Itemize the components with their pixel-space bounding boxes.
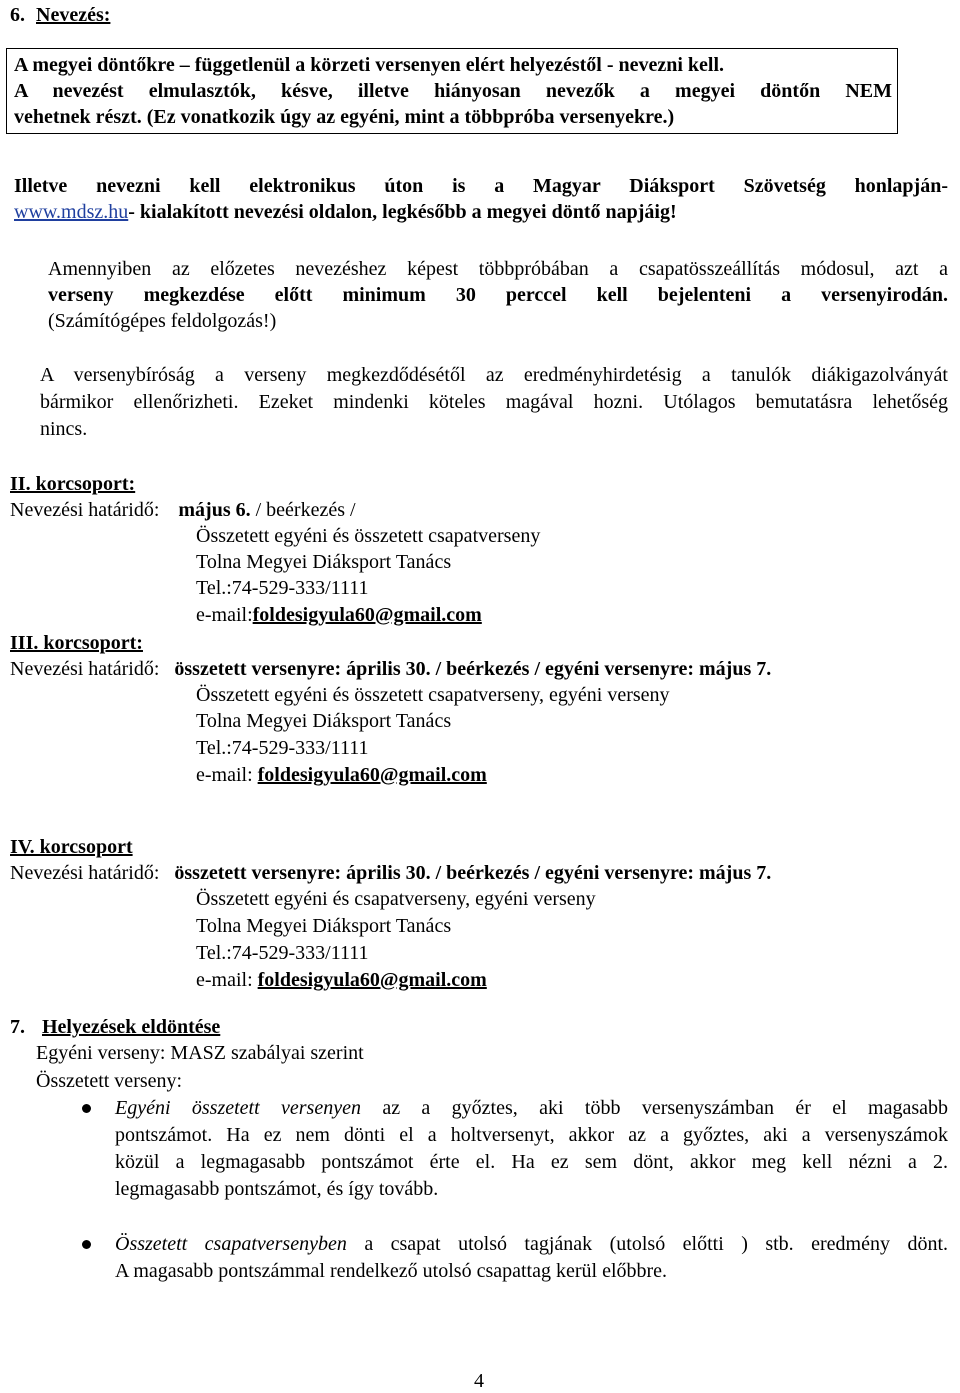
individual-rule: Egyéni verseny: MASZ szabályai szerint	[36, 1042, 364, 1064]
group-3-title: III. korcsoport:	[10, 632, 143, 654]
section-title: Helyezések eldöntése	[42, 1016, 221, 1038]
section-7-heading	[10, 1014, 220, 1040]
group-4-title: IV. korcsoport	[10, 836, 133, 858]
electronic-entry-line-2	[14, 199, 677, 225]
group-4-deadline	[10, 860, 771, 886]
group-2-title: II. korcsoport:	[10, 473, 136, 495]
bullet-icon	[82, 1240, 91, 1249]
deadline-date: összetett versenyre: április 30. / beérkezés / egyéni versenyre: május 7.	[174, 658, 772, 680]
deadline-note: / beérkezés /	[255, 499, 356, 521]
group-3-line-3: Tel.:74-529-333/1111	[196, 737, 369, 759]
section-6-heading	[10, 2, 110, 28]
bullet-2-line-1	[115, 1231, 948, 1257]
email-label: e-mail:	[196, 969, 253, 991]
page-number: 4	[474, 1370, 484, 1392]
group-4-line-3: Tel.:74-529-333/1111	[196, 942, 369, 964]
notice-line-1: A megyei döntőkre – függetlenül a körzeti versenyen elért helyezéstől - nevezni kell.	[14, 54, 725, 76]
section-title: Nevezés:	[36, 4, 111, 26]
notice-line-3: vehetnek részt. (Ez vonatkozik úgy az egyéni, mint a többpróba versenyekre.)	[14, 106, 675, 128]
bullet-icon	[82, 1104, 91, 1113]
deadline-date: összetett versenyre: április 30. / beérkezés / egyéni versenyre: május 7.	[174, 862, 772, 884]
group-4-email-line	[196, 967, 487, 993]
jury-line-1: A versenybíróság a verseny megkezdődésétől az eredményhirdetésig a tanulók diákigazolványát	[40, 364, 948, 386]
jury-line-3: nincs.	[40, 418, 88, 440]
bullet-2-line-2: A magasabb pontszámmal rendelkező utolsó csapattag kerül előbbre.	[115, 1260, 668, 1282]
section-number: 7.	[10, 1016, 25, 1038]
group-3-deadline	[10, 656, 771, 682]
group-2-line-2: Tolna Megyei Diáksport Tanács	[196, 551, 452, 573]
group-4-line-2: Tolna Megyei Diáksport Tanács	[196, 915, 452, 937]
bullet-1-rest: az a győztes, aki több versenyszámban ér el magasabb	[382, 1097, 948, 1119]
group-2-line-3: Tel.:74-529-333/1111	[196, 577, 369, 599]
team-change-line-2: verseny megkezdése előtt minimum 30 perccel kell bejelenteni a versenyirodán.	[48, 284, 948, 306]
team-change-line-1: Amennyiben az előzetes nevezéshez képest többpróbában a csapatösszeállítás módosul, azt a	[48, 258, 948, 280]
group-2-line-1: Összetett egyéni és összetett csapatverseny	[196, 525, 541, 547]
deadline-label: Nevezési határidő:	[10, 862, 160, 884]
email-link[interactable]: foldesigyula60@gmail.com	[252, 604, 482, 626]
deadline-label: Nevezési határidő:	[10, 658, 160, 680]
bullet-1-line-1	[115, 1095, 948, 1121]
group-2-email-line	[196, 602, 482, 628]
group-3-line-2: Tolna Megyei Diáksport Tanács	[196, 710, 452, 732]
notice-line-2: A nevezést elmulasztók, késve, illetve hiányosan nevezők a megyei döntőn NEM	[14, 80, 892, 102]
email-link[interactable]: foldesigyula60@gmail.com	[257, 764, 487, 786]
bullet-1-line-3: közül a legmagasabb pontszámot érte el. Ha ez sem dönt, akkor meg kell nézni a 2.	[115, 1151, 948, 1173]
email-label: e-mail:	[196, 764, 253, 786]
combined-rule-label: Összetett verseny:	[36, 1070, 183, 1092]
group-2-deadline	[10, 497, 356, 523]
mdsz-link[interactable]: www.mdsz.hu	[14, 201, 129, 223]
deadline-label: Nevezési határidő:	[10, 499, 160, 521]
bullet-1-line-2: pontszámot. Ha ez nem dönti el a holtversenyt, akkor az a győztes, aki a versenyszámok	[115, 1124, 948, 1146]
bullet-2-lead: Összetett csapatversenyben	[115, 1233, 347, 1255]
deadline-date: május 6.	[178, 499, 251, 521]
email-link[interactable]: foldesigyula60@gmail.com	[257, 969, 487, 991]
group-3-line-1: Összetett egyéni és összetett csapatverseny, egyéni verseny	[196, 684, 670, 706]
electronic-entry-line-1: Illetve nevezni kell elektronikus úton is a Magyar Diáksport Szövetség honlapján-	[14, 175, 948, 197]
bullet-2-rest: a csapat utolsó tagjának (utolsó előtti ) stb. eredmény dönt.	[364, 1233, 948, 1255]
bullet-1-lead: Egyéni összetett versenyen	[115, 1097, 361, 1119]
group-3-email-line	[196, 762, 487, 788]
electronic-entry-rest: - kialakított nevezési oldalon, legkésőbb a megyei döntő napjáig!	[128, 201, 677, 223]
bullet-1-line-4: legmagasabb pontszámot, és így tovább.	[115, 1178, 439, 1200]
team-change-line-3: (Számítógépes feldolgozás!)	[48, 310, 277, 332]
group-4-line-1: Összetett egyéni és csapatverseny, egyéni verseny	[196, 888, 596, 910]
email-label: e-mail:	[196, 604, 253, 626]
jury-line-2: bármikor ellenőrizheti. Ezeket mindenki köteles magával hozni. Utólagos bemutatásra lehetőség	[40, 391, 948, 413]
section-number: 6.	[10, 4, 25, 26]
